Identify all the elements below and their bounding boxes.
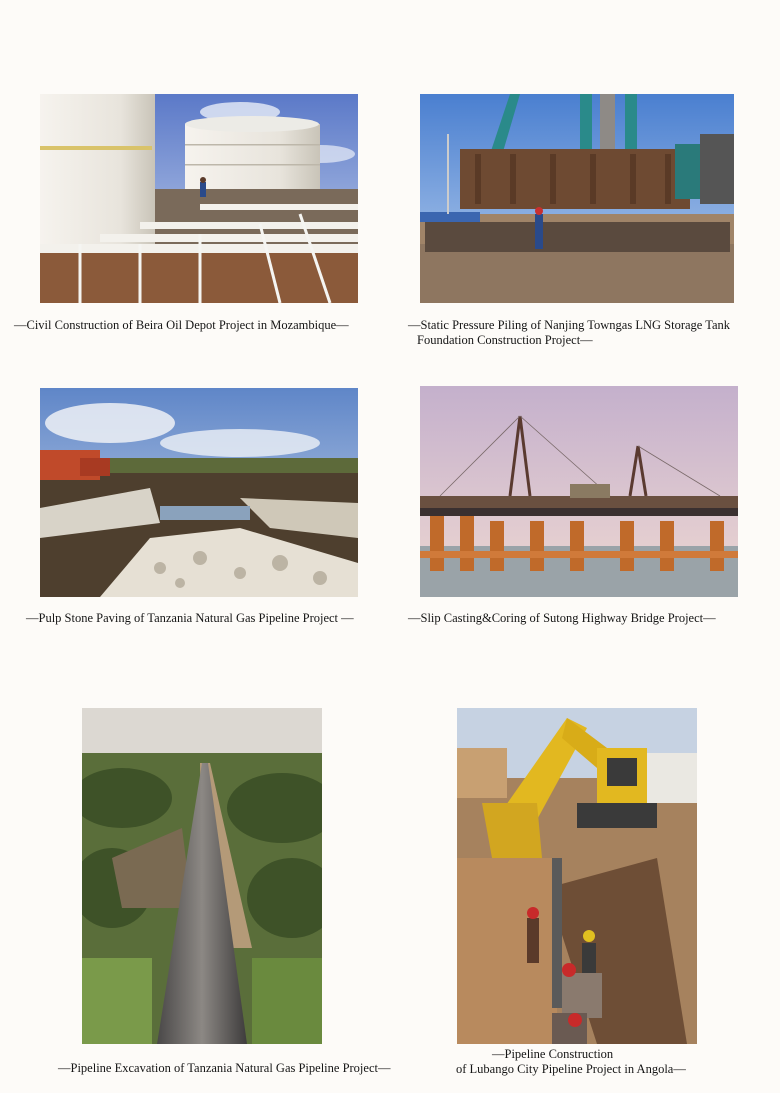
photo-beira-oil-depot — [40, 94, 358, 303]
caption-lubango-pipeline-line2: of Lubango City Pipeline Project in Angola— — [456, 1062, 686, 1076]
caption-tanzania-pipeline-excavation: —Pipeline Excavation of Tanzania Natural Gas Pipeline Project— — [58, 1061, 391, 1075]
caption-beira-oil-depot: —Civil Construction of Beira Oil Depot Project in Mozambique— — [14, 318, 349, 332]
caption-nanjing-piling-line1: —Static Pressure Piling of Nanjing Towngas LNG Storage Tank — [408, 318, 731, 332]
caption-lubango-pipeline-line1: —Pipeline Construction — [492, 1047, 614, 1061]
caption-sutong-bridge: —Slip Casting&Coring of Sutong Highway Bridge Project— — [408, 611, 716, 625]
photo-tanzania-pipeline-excavation — [82, 708, 322, 1044]
photo-lubango-pipeline — [457, 708, 697, 1044]
photo-tanzania-stone-paving — [40, 388, 358, 597]
photo-nanjing-piling — [420, 94, 734, 303]
photo-sutong-bridge — [420, 386, 738, 597]
caption-nanjing-piling-line2: Foundation Construction Project— — [417, 333, 593, 347]
caption-tanzania-stone-paving: —Pulp Stone Paving of Tanzania Natural Gas Pipeline Project — — [26, 611, 354, 625]
